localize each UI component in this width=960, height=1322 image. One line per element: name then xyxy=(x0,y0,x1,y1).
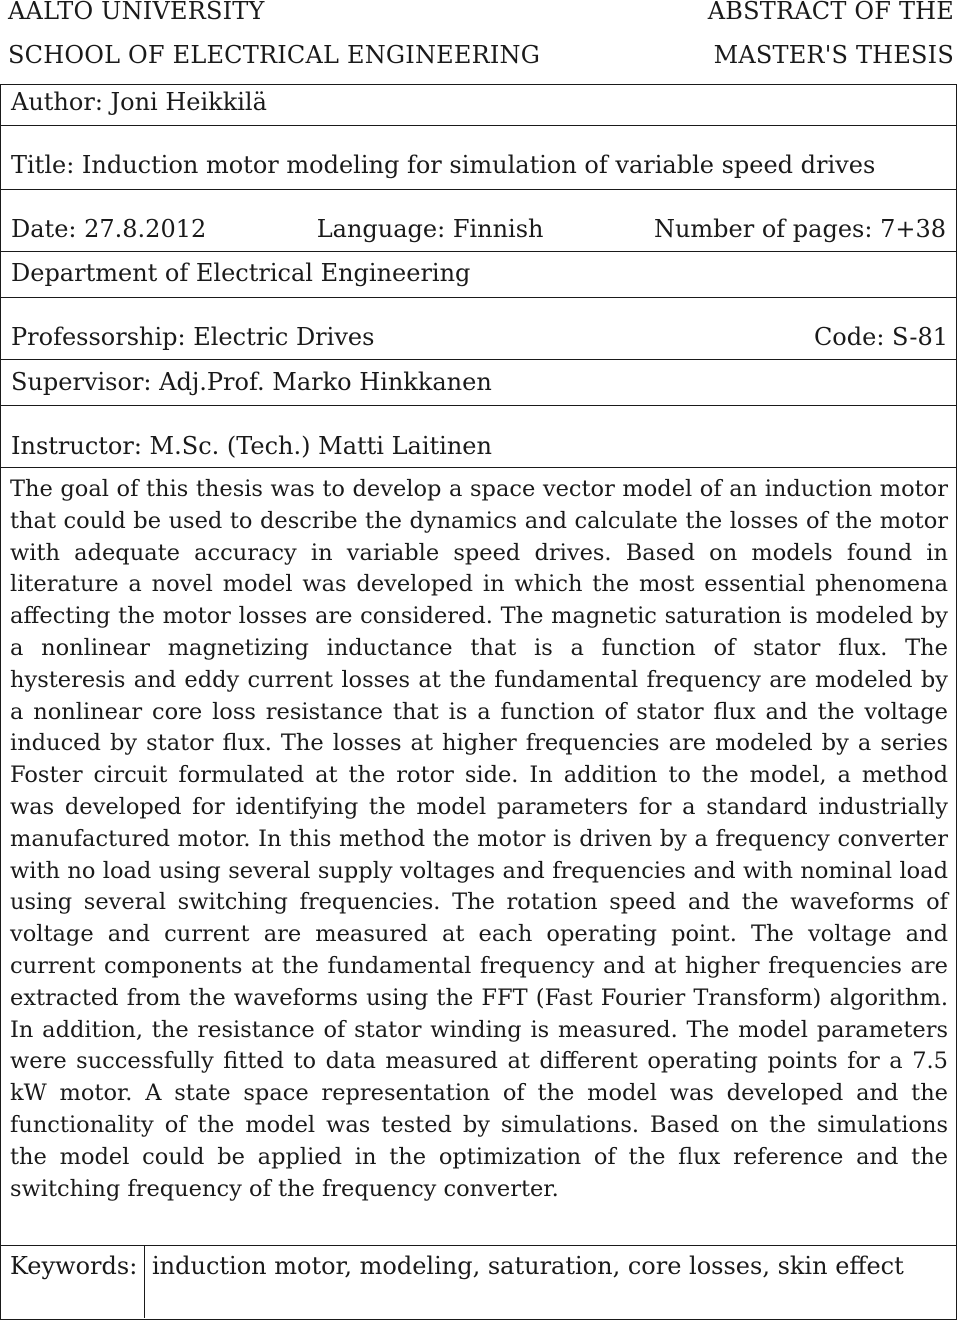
divider xyxy=(1,359,956,360)
code-field: Code: S-81 xyxy=(813,323,948,351)
supervisor-field: Supervisor: Adj.Prof. Marko Hinkkanen xyxy=(11,368,492,396)
divider xyxy=(1,125,956,126)
date-language-pages-row xyxy=(11,215,946,243)
divider xyxy=(1,405,956,406)
date-field: Date: 27.8.2012 xyxy=(11,215,207,243)
institution-header xyxy=(8,0,540,85)
pages-field: Number of pages: 7+38 xyxy=(653,215,946,243)
title-field: Title: Induction motor modeling for simulation of variable speed drives xyxy=(11,151,876,179)
document-type-header xyxy=(708,0,954,85)
keywords-value: induction motor, modeling, saturation, core losses, skin effect xyxy=(152,1252,904,1280)
divider xyxy=(1,297,956,298)
doc-type-line-2: MASTER'S THESIS xyxy=(713,41,954,69)
department-field: Department of Electrical Engineering xyxy=(11,259,471,287)
professorship-code-row xyxy=(11,323,948,351)
abstract-text: The goal of this thesis was to develop a space vector model of an induction motor that could be used to describe the dynamics and calculate the losses of the motor with adequate accuracy in variable speed drives. Based on models found in literature a novel model was developed in which the most essential phenomena affecting the motor losses are considered. The magnetic saturation is modeled by a nonlinear magnetizing inductance that is a function of stator flux. The hysteresis and eddy current losses at the fundamental frequency are modeled by a nonlinear core loss resistance that is a function of stator flux and the voltage induced by stator flux. The losses at higher frequencies are modeled by a series Foster circuit formulated at the rotor side. In addition to the model, a method was developed for identifying the model parameters for a standard industrially manufactured motor. In this method the motor is driven by a frequency converter with no load using several supply voltages and frequencies and with nominal load using several switching frequencies. The rotation speed and the waveforms of voltage and current are measured at each operating point. The voltage and current components at the fundamental frequency and at higher frequencies are extracted from the waveforms using the FFT (Fast Fourier Transform) algorithm. In addition, the resistance of stator winding is measured. The model parameters were successfully fitted to data measured at different operating points for a 7.5 kW motor. A state space representation of the model was developed and the functionality of the model was tested by simulations. Based on the simulations the model could be applied in the optimization of the flux reference and the switching frequency of the frequency converter. xyxy=(10,476,948,1202)
divider xyxy=(1,251,956,252)
university-name: AALTO UNIVERSITY xyxy=(8,0,265,25)
divider xyxy=(1,467,956,468)
instructor-field: Instructor: M.Sc. (Tech.) Matti Laitinen xyxy=(11,432,492,460)
author-field: Author: Joni Heikkilä xyxy=(11,88,267,116)
divider xyxy=(1,189,956,190)
school-name: SCHOOL OF ELECTRICAL ENGINEERING xyxy=(8,41,541,69)
keywords-column-divider xyxy=(144,1246,145,1318)
doc-type-line-1: ABSTRACT OF THE xyxy=(707,0,954,25)
keywords-label: Keywords: xyxy=(10,1252,138,1280)
professorship-field: Professorship: Electric Drives xyxy=(11,323,375,351)
language-field: Language: Finnish xyxy=(316,215,544,243)
